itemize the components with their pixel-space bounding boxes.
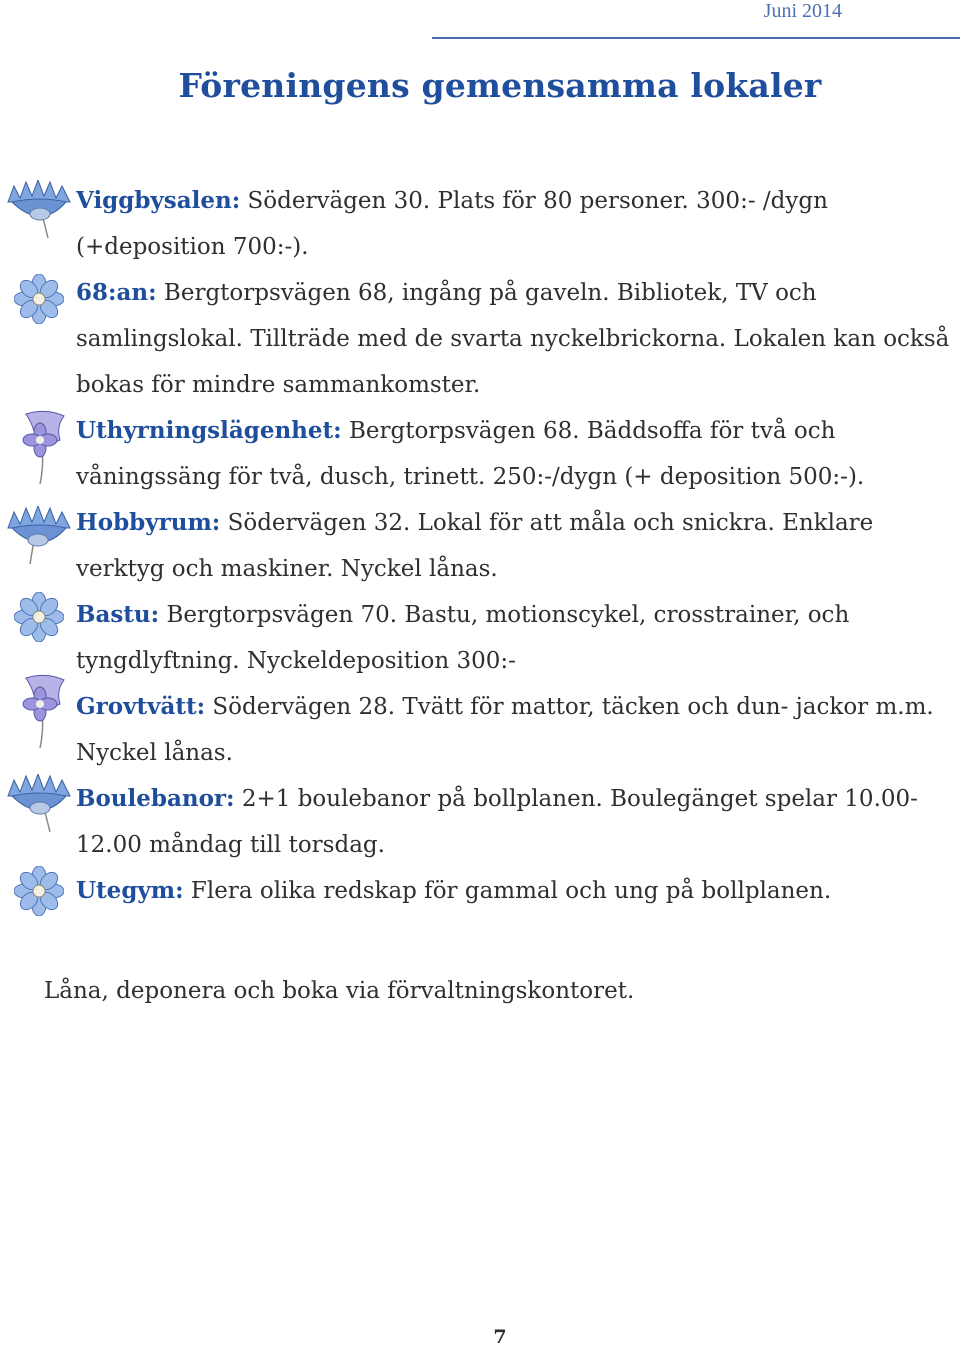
facility-entry-bastu [0,592,960,684]
cornflower-icon [4,506,74,566]
cornflower-icon [4,180,74,240]
facility-entry-68an [0,270,960,408]
entry-label: Uthyrningslägenhet: [76,417,342,444]
page-number: 7 [493,1326,507,1348]
entry-label: Grovtvätt: [76,693,206,720]
header-divider [432,37,960,39]
blue-star-flower-icon [14,274,64,324]
blue-star-flower-icon [14,592,64,642]
entry-text: Flera olika redskap för gammal och ung på bollplanen. [183,878,832,904]
cornflower-icon [4,774,74,834]
entry-text: Bergtorpsvägen 70. Bastu, motionscykel, crosstrainer, och tyngdlyftning. Nyckeldeposition 300:- [76,602,850,674]
entry-label: Viggbysalen: [76,187,241,214]
facility-entry-boulebanor [0,776,960,868]
entry-text: 2+1 boulebanor på bollplanen. Boulegänget spelar 10.00-12.00 måndag till torsdag. [76,786,918,858]
entry-text: Södervägen 30. Plats för 80 personer. 300:- /dygn (+deposition 700:-). [76,188,828,260]
entry-text: Bergtorpsvägen 68. Bäddsoffa för två och våningssäng för två, dusch, trinett. 250:-/dygn (+ deposition 500:-). [76,418,865,490]
header-date: Juni 2014 [763,0,842,22]
facility-entry-grovtvatt [0,684,960,776]
entry-text: Södervägen 32. Lokal för att måla och snickra. Enklare verktyg och maskiner. Nyckel lånas. [76,510,874,582]
blue-star-flower-icon [14,866,64,916]
closing-note: Låna, deponera och boka via förvaltningskontoret. [44,978,635,1004]
page-title: Föreningens gemensamma lokaler [178,66,822,105]
harebell-icon [16,674,68,750]
entry-label: 68:an: [76,279,157,306]
facility-list [0,178,960,914]
entry-text: Södervägen 28. Tvätt för mattor, täcken och dun- jackor m.m. Nyckel lånas. [76,694,934,766]
entry-label: Boulebanor: [76,785,235,812]
entry-text: Bergtorpsvägen 68, ingång på gaveln. Bibliotek, TV och samlingslokal. Tillträde med de svarta nyckelbrickorna. Lokalen kan också bokas för mindre sammankomster. [76,280,950,398]
facility-entry-utegym [0,868,960,914]
facility-entry-hobbyrum [0,500,960,592]
facility-entry-uthyrningslagenhet [0,408,960,500]
facility-entry-viggbysalen [0,178,960,270]
entry-label: Hobbyrum: [76,509,221,536]
entry-label: Bastu: [76,601,160,628]
entry-label: Utegym: [76,877,184,904]
harebell-icon [16,410,68,486]
